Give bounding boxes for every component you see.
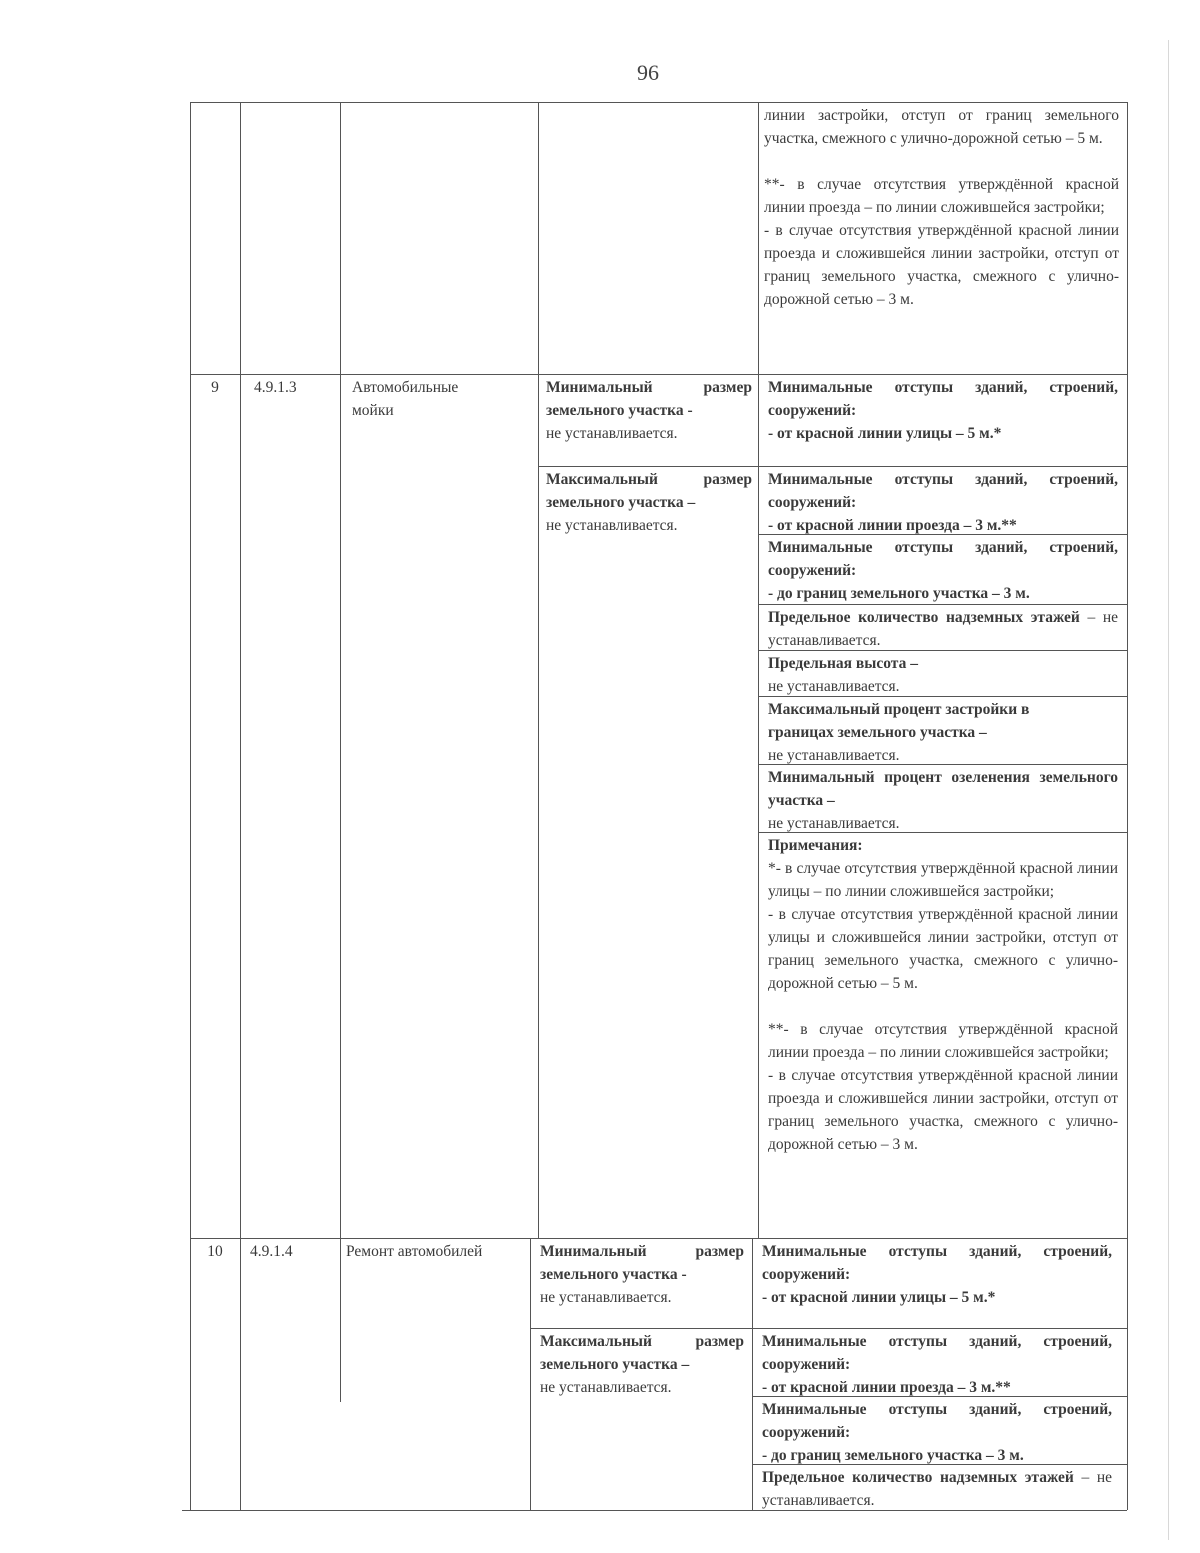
param-value: - от красной линии улицы – 5 м.* <box>768 425 1002 442</box>
param-title: Минимальные отступы зданий, строений, сооружений: <box>768 471 1118 511</box>
param-title: Минимальные отступы зданий, строений, сооружений: <box>768 539 1118 579</box>
param-value: не устанавливается. <box>768 747 900 764</box>
row-9-name: Автомобильные мойки <box>352 379 459 419</box>
min-size-value: не устанавливается. <box>546 425 678 442</box>
row-10-param-divider-1 <box>752 1328 1127 1329</box>
row-10-name: Ремонт автомобилей <box>346 1243 483 1260</box>
row-9-size-divider <box>538 466 758 467</box>
col-divider-size <box>538 102 539 1238</box>
min-size-value: не устанавливается. <box>540 1289 672 1306</box>
row-9-param-6 <box>768 698 1098 767</box>
row-10-param-3 <box>762 1398 1112 1467</box>
table-border-left <box>190 102 191 1510</box>
param-title: Предельное количество надземных этажей <box>768 609 1080 626</box>
row-9-param-3 <box>768 536 1118 605</box>
row-9-param-4 <box>768 606 1118 652</box>
row-10-number: 10 <box>207 1243 223 1260</box>
param-title: Минимальные отступы зданий, строений, сооружений: <box>762 1243 1112 1283</box>
row-9-param-divider-1 <box>758 466 1127 467</box>
continuation-line: линии застройки, отступ от границ земельного участка, смежного с улично-дорожной сетью – 5 м. <box>764 107 1119 147</box>
param-title: Минимальные отступы зданий, строений, сооружений: <box>768 379 1118 419</box>
row-9-param-5 <box>768 652 1118 698</box>
param-value: – не устанавливается. <box>768 609 1118 649</box>
row-10-code: 4.9.1.4 <box>250 1243 293 1260</box>
param-value: - от красной линии проезда – 3 м.** <box>762 1379 1011 1396</box>
notes-line: - в случае отсутствия утверждённой красной линии проезда и сложившейся линии застройки, отступ от границ земельного участка, смежного с улично-дорожной сетью – 3 м. <box>768 1067 1118 1153</box>
page-number: 96 <box>637 60 659 85</box>
row-10-min-size <box>540 1240 744 1309</box>
max-size-value: не устанавливается. <box>546 517 678 534</box>
notes-line: *- в случае отсутствия утверждённой красной линии улицы – по линии сложившейся застройки; <box>768 860 1118 900</box>
row-9-max-size <box>546 468 752 537</box>
row-divider-10 <box>190 1238 1127 1239</box>
row-divider-9 <box>190 374 1127 375</box>
continuation-line: - в случае отсутствия утверждённой красной линии проезда и сложившейся линии застройки, отступ от границ земельного участка, смежного с улично-дорожной сетью – 3 м. <box>764 222 1119 308</box>
param-title: Предельное количество надземных этажей <box>762 1469 1074 1486</box>
row-9-notes <box>768 834 1118 1156</box>
min-size-title: Минимальный размер земельного участка - <box>540 1243 744 1283</box>
param-title: Предельная высота – <box>768 655 918 672</box>
scan-edge-line <box>1168 40 1169 1540</box>
param-title: Минимальный процент озеленения земельного участка – <box>768 769 1118 809</box>
row-9-param-2 <box>768 468 1118 537</box>
param-value: не устанавливается. <box>768 678 900 695</box>
table-border-right <box>1127 102 1128 1510</box>
row-10-param-1 <box>762 1240 1112 1309</box>
param-value: – не устанавливается. <box>762 1469 1112 1509</box>
col-divider-size-row10 <box>530 1238 531 1510</box>
continuation-notes <box>764 104 1119 311</box>
col-divider-params-row10 <box>752 1238 753 1510</box>
notes-line: **- в случае отсутствия утверждённой красной линии проезда – по линии сложившейся застройки; <box>768 1021 1118 1061</box>
row-9-number: 9 <box>211 379 219 396</box>
param-value: - от красной линии улицы – 5 м.* <box>762 1289 996 1306</box>
row-9-code: 4.9.1.3 <box>254 379 297 396</box>
zoning-table <box>182 102 1128 1510</box>
col-divider-params <box>758 102 759 1238</box>
max-size-value: не устанавливается. <box>540 1379 672 1396</box>
row-10-param-4 <box>762 1466 1112 1512</box>
row-9-param-7 <box>768 766 1118 835</box>
notes-title: Примечания: <box>768 837 863 854</box>
param-value: - от красной линии проезда – 3 м.** <box>768 517 1017 534</box>
row-9-min-size <box>546 376 752 445</box>
param-title: Минимальные отступы зданий, строений, сооружений: <box>762 1333 1112 1373</box>
row-10-size-divider <box>530 1328 752 1329</box>
param-title: Минимальные отступы зданий, строений, сооружений: <box>762 1401 1112 1441</box>
table-top-border <box>190 102 1127 103</box>
param-title: Максимальный процент застройки в границах земельного участка – <box>768 701 1030 741</box>
param-value: не устанавливается. <box>768 815 900 832</box>
continuation-line: **- в случае отсутствия утверждённой красной линии проезда – по линии сложившейся застройки; <box>764 176 1119 216</box>
max-size-title: Максимальный размер земельного участка – <box>546 471 752 511</box>
param-value: - до границ земельного участка – 3 м. <box>762 1447 1024 1464</box>
row-9-param-1 <box>768 376 1118 445</box>
min-size-title: Минимальный размер земельного участка - <box>546 379 752 419</box>
max-size-title: Максимальный размер земельного участка – <box>540 1333 744 1373</box>
row-10-max-size <box>540 1330 744 1399</box>
col-divider-code <box>240 102 241 1510</box>
row-10-param-2 <box>762 1330 1112 1399</box>
col-divider-name <box>340 102 341 1402</box>
param-value: - до границ земельного участка – 3 м. <box>768 585 1030 602</box>
notes-line: - в случае отсутствия утверждённой красной линии улицы и сложившейся линии застройки, отступ от границ земельного участка, смежного с улично-дорожной сетью – 5 м. <box>768 906 1118 992</box>
